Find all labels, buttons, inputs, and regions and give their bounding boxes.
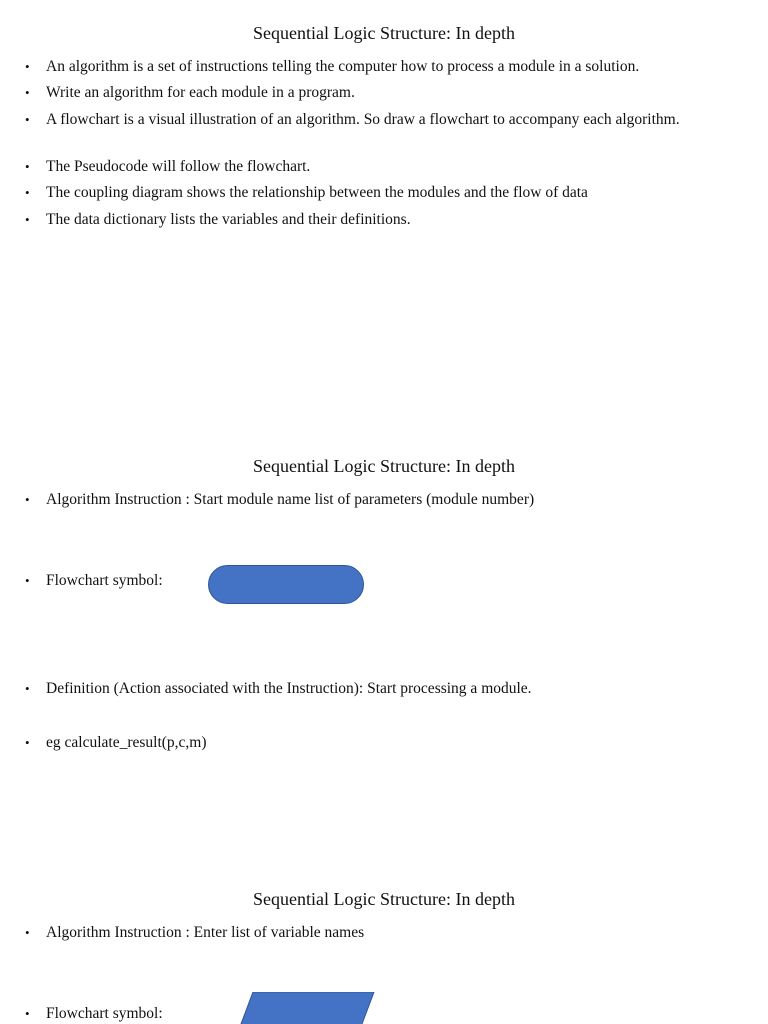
- algorithm-instruction: Algorithm Instruction : Enter list of variable names: [46, 924, 365, 941]
- bullet-marker: •: [25, 112, 30, 127]
- slide-1-title: Sequential Logic Structure: In depth: [253, 23, 515, 43]
- bullet-text: An algorithm is a set of instructions telling the computer how to process a module in a solution.: [46, 58, 640, 75]
- input-output-symbol-shape: [238, 992, 376, 1024]
- bullet-marker: •: [25, 185, 30, 200]
- bullet-marker: •: [25, 681, 30, 696]
- bullet-marker: •: [25, 735, 30, 750]
- flowchart-symbol-label: Flowchart symbol:: [46, 572, 163, 589]
- flowchart-symbol-label: Flowchart symbol:: [46, 1005, 163, 1022]
- bullet-marker: •: [25, 159, 30, 174]
- bullet-text: The coupling diagram shows the relationship between the modules and the flow of data: [46, 184, 588, 201]
- bullet-text: The Pseudocode will follow the flowchart.: [46, 158, 311, 175]
- example-text: eg calculate_result(p,c,m): [46, 734, 207, 751]
- bullet-marker: •: [25, 925, 30, 940]
- bullet-marker: •: [25, 573, 30, 588]
- bullet-marker: •: [25, 59, 30, 74]
- bullet-marker: •: [25, 85, 30, 100]
- bullet-marker: •: [25, 1006, 30, 1021]
- bullet-marker: •: [25, 212, 30, 227]
- bullet-text: A flowchart is a visual illustration of an algorithm. So draw a flowchart to accompany each algorithm.: [46, 111, 680, 128]
- bullet-marker: •: [25, 492, 30, 507]
- slide-2-title: Sequential Logic Structure: In depth: [253, 456, 515, 476]
- bullet-text: Write an algorithm for each module in a program.: [46, 84, 355, 101]
- definition-text: Definition (Action associated with the Instruction): Start processing a module.: [46, 680, 532, 697]
- bullet-text: The data dictionary lists the variables and their definitions.: [46, 211, 411, 228]
- terminal-symbol-shape: [208, 565, 364, 604]
- slide-3-title: Sequential Logic Structure: In depth: [253, 889, 515, 909]
- algorithm-instruction: Algorithm Instruction : Start module name list of parameters (module number): [46, 491, 535, 508]
